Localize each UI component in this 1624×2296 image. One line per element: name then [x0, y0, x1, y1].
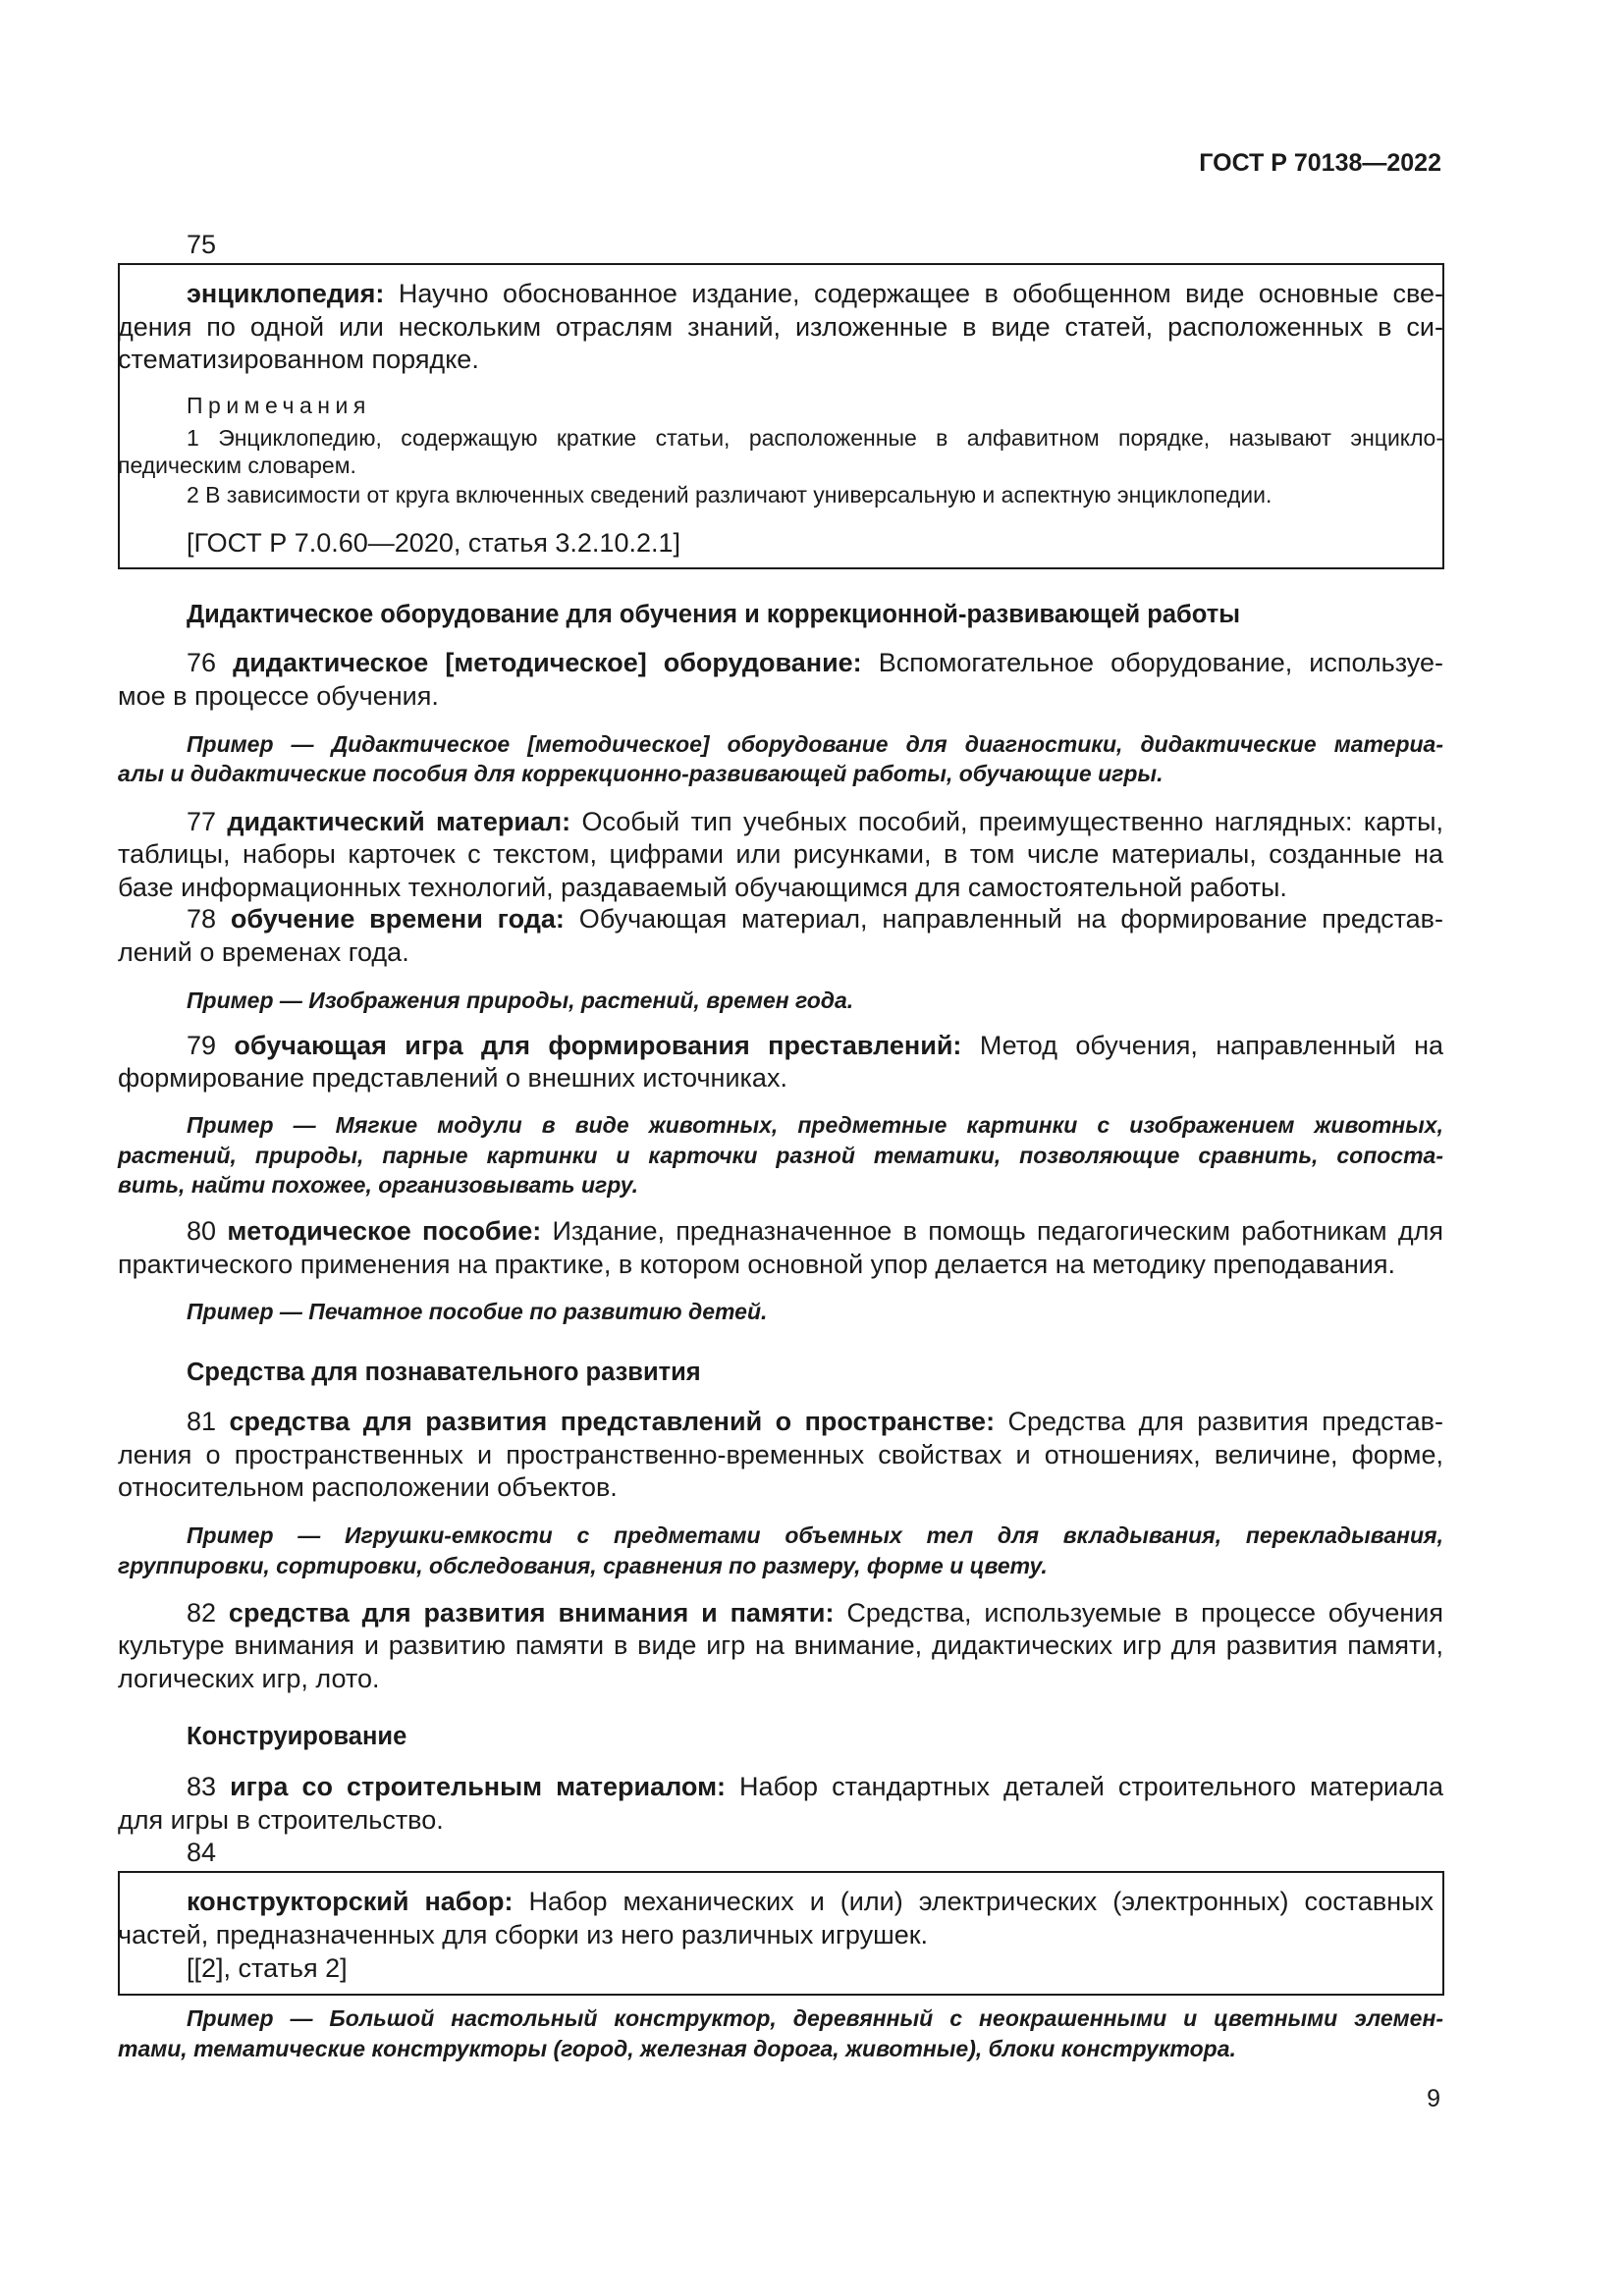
document-header: ГОСТ Р 70138—2022 [1199, 149, 1441, 177]
entry-83-line1: 83 игра со строительным материалом: Набор стандартных деталей строительного материала [187, 1772, 1443, 1801]
entry-80-example-line1: Пример — Печатное пособие по развитию детей. [187, 1299, 768, 1324]
entry-75-line2: дения по одной или нескольким отраслям знаний, изложенные в виде статей, расположенных в си- [118, 312, 1443, 342]
entry-75-line1: энциклопедия: Научно обоснованное издание, содержащее в обобщенном виде основные све- [187, 279, 1443, 308]
entry-77-line2: таблицы, наборы карточек с текстом, цифрами или рисунками, в том числе материалы, созданные на [118, 839, 1443, 869]
entry-82-line2: культуре внимания и развитию памяти в виде игр на внимание, дидактических игр для развития памяти, [118, 1630, 1443, 1660]
section-heading-cognitive-development: Средства для познавательного развития [187, 1359, 701, 1386]
entry-84-example-line1: Пример — Большой настольный конструктор, деревянный с неокрашенными и цветными элемен- [187, 2005, 1443, 2031]
entry-80-line2: практического применения на практике, в котором основной упор делается на методику преподавания. [118, 1250, 1395, 1279]
entry-84-source: [[2], статья 2] [187, 1953, 348, 1983]
entry-78-line1: 78 обучение времени года: Обучающая материал, направленный на формирование представ- [187, 904, 1443, 934]
entry-78-line2: лений о временах года. [118, 937, 409, 967]
entry-82-line3: логических игр, лото. [118, 1664, 380, 1693]
section-heading-construction: Конструирование [187, 1723, 407, 1750]
entry-76-line1: 76 дидактическое [методическое] оборудование: Вспомогательное оборудование, используе- [187, 648, 1443, 677]
entry-75-source: [ГОСТ Р 7.0.60—2020, статья 3.2.10.2.1] [187, 528, 680, 558]
page-number: 9 [1427, 2085, 1440, 2112]
entry-84-line1: конструкторский набор: Набор механических и (или) электрических (электронных) составных [187, 1887, 1435, 1916]
entry-77-line1: 77 дидактический материал: Особый тип учебных пособий, преимущественно наглядных: карты, [187, 807, 1443, 836]
entry-75-line3: стематизированном порядке. [118, 345, 479, 374]
entry-79-line2: формирование представлений о внешних источниках. [118, 1063, 787, 1093]
entry-75-note1-line2: педическим словарем. [118, 453, 356, 478]
entry-75-notes-title: Примечания [187, 393, 371, 418]
entry-78-example-line1: Пример — Изображения природы, растений, времен года. [187, 988, 854, 1013]
entry-76-line2: мое в процессе обучения. [118, 681, 439, 711]
entry-84-example-line2: тами, тематические конструкторы (город, железная дорога, животные), блоки конструктора. [118, 2036, 1236, 2061]
entry-84-line2: частей, предназначенных для сборки из него различных игрушек. [118, 1920, 929, 1949]
entry-77-line3: базе информационных технологий, раздаваемый обучающимся для самостоятельной работы. [118, 873, 1287, 902]
entry-81-example-line1: Пример — Игрушки-емкости с предметами объемных тел для вкладывания, перекладывания, [187, 1522, 1443, 1548]
entry-76-example-line2: алы и дидактические пособия для коррекционно-развивающей работы, обучающие игры. [118, 761, 1164, 786]
entry-83-line2: для игры в строительство. [118, 1805, 444, 1835]
entry-81-line3: относительном расположении объектов. [118, 1472, 618, 1502]
entry-80-line1: 80 методическое пособие: Издание, предназначенное в помощь педагогическим работникам для [187, 1216, 1443, 1246]
entry-82-line1: 82 средства для развития внимания и памяти: Средства, используемые в процессе обучения [187, 1598, 1443, 1628]
entry-81-example-line2: группировки, сортировки, обследования, сравнения по размеру, форме и цвету. [118, 1553, 1048, 1578]
entry-75-number: 75 [187, 230, 217, 259]
entry-75-note1-line1: 1 Энциклопедию, содержащую краткие статьи, расположенные в алфавитном порядке, называют энциклo- [187, 425, 1443, 451]
entry-84-number: 84 [187, 1838, 217, 1867]
entry-81-line1: 81 средства для развития представлений о пространстве: Средства для развития представ- [187, 1407, 1443, 1436]
entry-75-note2: 2 В зависимости от круга включенных сведений различают универсальную и аспектную энциклопедии. [187, 482, 1272, 507]
entry-81-line2: ления о пространственных и пространственно-временных свойствах и отношениях, величине, форме, [118, 1440, 1443, 1469]
entry-79-example-line2: растений, природы, парные картинки и карточки разной тематики, позволяющие сравнить, сопоста- [118, 1143, 1443, 1168]
entry-76-example-line1: Пример — Дидактическое [методическое] оборудование для диагностики, дидактические материа- [187, 731, 1443, 757]
section-heading-didactic-equipment: Дидактическое оборудование для обучения и коррекционной-развивающей работы [187, 601, 1241, 628]
entry-79-example-line1: Пример — Мягкие модули в виде животных, предметные картинки с изображением животных, [187, 1112, 1443, 1138]
entry-79-line1: 79 обучающая игра для формирования преставлений: Метод обучения, направленный на [187, 1031, 1443, 1060]
entry-79-example-line3: вить, найти похожее, организовывать игру. [118, 1172, 639, 1198]
